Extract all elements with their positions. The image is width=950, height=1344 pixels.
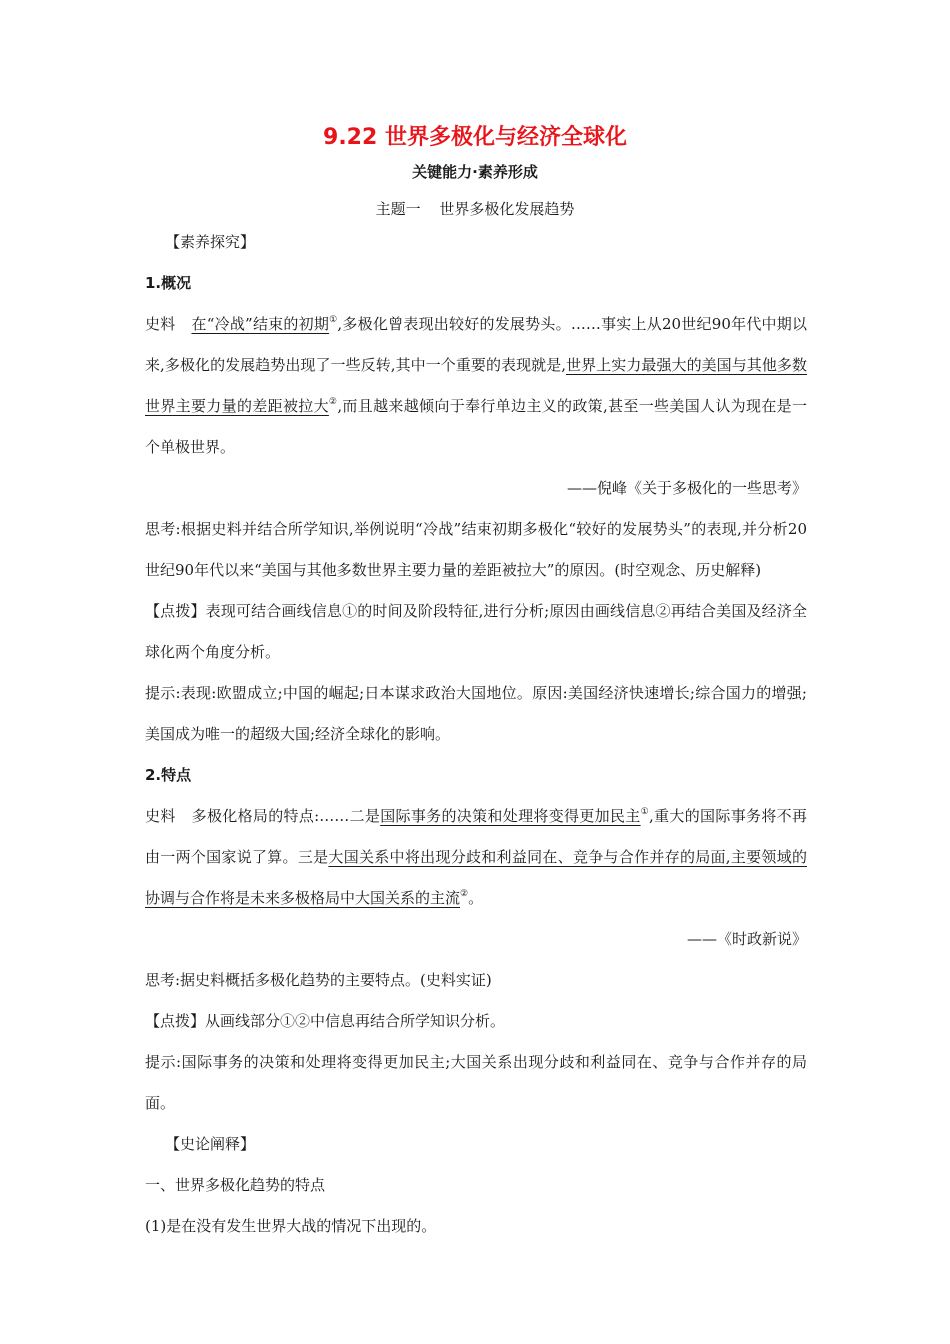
part1-heading: 1.概况 [145, 274, 192, 292]
source-text: ,而且越来越倾向于奉行单边主义的政策,甚至一些美国人认为现在是一个单极世界。 [145, 397, 807, 456]
topic-heading: 主题一 世界多极化发展趋势 [375, 200, 575, 218]
underlined-phrase: 大国关系中将出现分歧和利益同在、竞争与合作并存的局面,主要领域的协调与合作将是未来多极格局中大国关系的主流 [145, 848, 807, 907]
document-body [145, 222, 807, 1247]
part2-heading: 2.特点 [145, 766, 192, 784]
part1-tip: 【点拨】表现可结合画线信息①的时间及阶段特征,进行分析;原因由画线信息②再结合美国及经济全球化两个角度分析。 [145, 602, 807, 661]
footnote-mark: ① [640, 807, 650, 817]
document-title: 9.22 世界多极化与经济全球化 [323, 125, 627, 150]
explain-heading: 一、世界多极化趋势的特点 [145, 1176, 326, 1194]
source-label: 史料 [145, 807, 176, 825]
underlined-phrase: 国际事务的决策和处理将变得更加民主 [380, 807, 641, 825]
part2-question: 思考:据史料概括多极化趋势的主要特点。(史料实证) [145, 971, 492, 989]
part1-answer: 提示:表现:欧盟成立;中国的崛起;日本谋求政治大国地位。原因:美国经济快速增长;综合国力的增强;美国成为唯一的超级大国;经济全球化的影响。 [145, 684, 807, 743]
explore-heading: 【素养探究】 [165, 233, 256, 251]
underlined-phrase: 在“冷战”结束的初期 [191, 315, 330, 333]
part2-tip: 【点拨】从画线部分①②中信息再结合所学知识分析。 [145, 1012, 506, 1030]
footnote-mark: ② [328, 397, 338, 407]
part1-source [145, 304, 807, 468]
part2-answer: 提示:国际事务的决策和处理将变得更加民主;大国关系出现分歧和利益同在、竞争与合作并存的局面。 [145, 1053, 807, 1112]
part1-question: 思考:根据史料并结合所学知识,举例说明“冷战”结束初期多极化“较好的发展势头”的表现,并分析20世纪90年代以来“美国与其他多数世界主要力量的差距被拉大”的原因。(时空观念、历史解释) [145, 520, 807, 579]
explain-section-heading: 【史论阐释】 [165, 1135, 256, 1153]
part2-source [145, 796, 807, 919]
underlined-phrase: 世界上实力最强大的美国与其他多数世界主要力量的差距被拉大 [145, 356, 807, 415]
part1-attribution: ——倪峰《关于多极化的一些思考》 [566, 479, 807, 497]
section-subtitle: 关键能力·素养形成 [412, 163, 538, 181]
source-text: ,多极化曾表现出较好的发展势头。……事实上从20世纪90年代中期以来,多极化的发展趋势出现了一些反转,其中一个重要的表现就是, [145, 315, 808, 374]
footnote-mark: ② [460, 889, 469, 899]
part2-attribution: ——《时政新说》 [686, 930, 807, 948]
source-label: 史料 [145, 315, 176, 333]
explain-item: (1)是在没有发生世界大战的情况下出现的。 [145, 1217, 437, 1235]
source-text: 多极化格局的特点:……二是 [191, 807, 381, 825]
source-text: 。 [468, 889, 484, 907]
footnote-mark: ① [329, 315, 338, 325]
source-text: ,重大的国际事务将不再由一两个国家说了算。三是 [145, 807, 807, 866]
